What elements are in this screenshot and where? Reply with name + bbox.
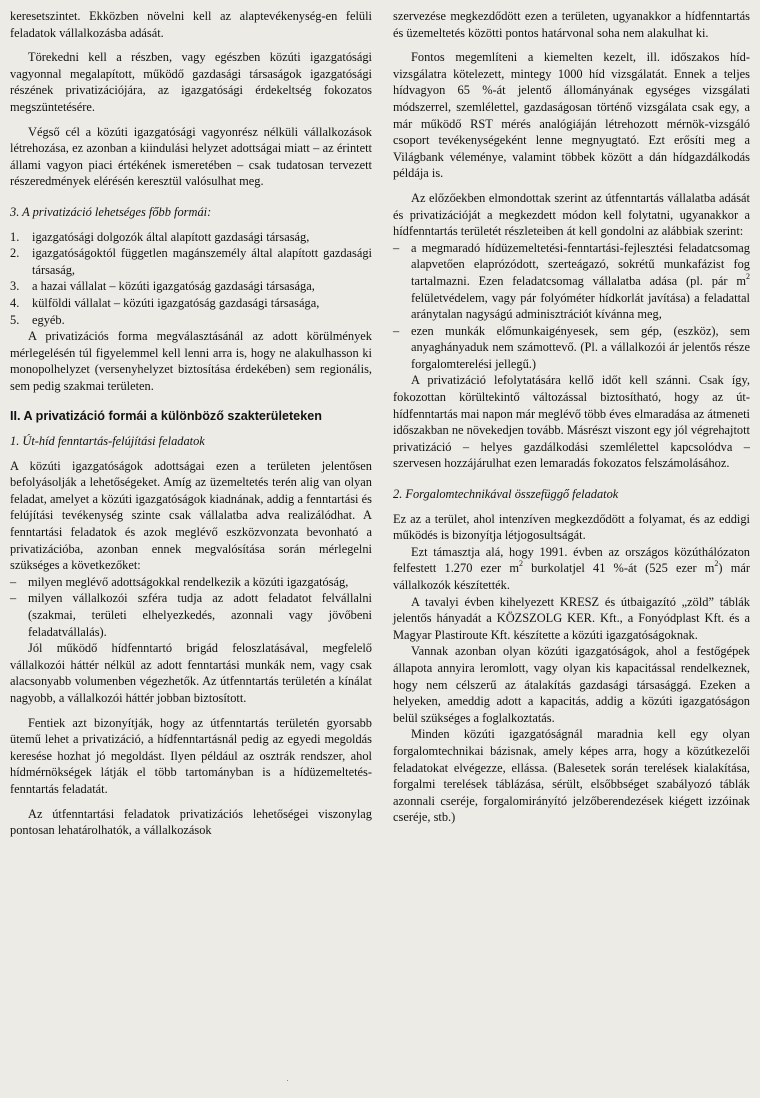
paragraph: Az előzőekben elmondottak szerint az útfenntartás vállalatba adását és privatizációját a megkezdett módon kell folytatni, ugyanakkor a hídfenntartás területét részleteiben át kell gondolni az alábbiak szerint: <box>393 190 750 239</box>
paragraph: Fentiek azt bizonyítják, hogy az útfenntartás területén gyorsabb ütemű lehet a privatizáció, a hídfenntartásnál pedig az egyedi megoldás keresése hozhat jó megoldást. Ilyen például az osztrák rendszer, ahol hídmérnökségek látják el több tartományban is a hídüzemeltetés-fenntartás feladatát. <box>10 715 372 796</box>
dash-item: – milyen meglévő adottságokkal rendelkezik a közúti igazgatóság, <box>10 574 349 589</box>
section-heading-3: 3. A privatizáció lehetséges főbb formái: <box>10 204 212 219</box>
paragraph: Ezt támasztja alá, hogy 1991. évben az országos közúthálózaton felfestett 1.270 ezer $m^2$ burkolatjel 41 %-át (525 ezer $m^2$) már vállalkozók készítették. <box>393 544 750 592</box>
left-column <box>10 8 372 839</box>
paragraph: szervezése megkezdődött ezen a területen, ugyanakkor a hídfenntartás és üzemeltetés közötti pontos határvonal soha nem alakulhat ki. <box>393 9 750 40</box>
section-heading-II: II. A privatizáció formái a különböző szakterületeken <box>10 409 322 424</box>
scan-speck <box>287 1080 288 1081</box>
subsection-heading-1: 1. Út-híd fenntartás-felújítási feladatok <box>10 434 205 449</box>
list-item: 4. külföldi vállalat – közúti igazgatóság gazdasági társasága, <box>10 295 320 310</box>
dash-item: – milyen vállalkozói szféra tudja az adott feladatot felvállalni (szakmai, területi elhelyezkedés, azonnali vagy jövőbeni feladatvállalás). <box>10 591 372 639</box>
paragraph: A privatizációs forma megválasztásánál az adott körülmények mérlegelésén túl figyelemmel kell lenni arra is, hogy ne alakulhasson ki monopolhelyzet (versenyhelyzet biztosítása érdekében) sem regionális, sem pedig szakmai területen. <box>10 329 372 393</box>
paragraph: Fontos megemlíteni a kiemelten kezelt, ill. időszakos híd-vizsgálatra kötelezett, mintegy 1000 híd vizsgálatát. Ennek a teljes hídvagyon 65 %-át jelentő állományának egységes vizsgálati módszerrel, szemlélettel, gazdaságosan történő vizsgálata csak egy, a már működő RST mérés analógiáján létrehozott mérnök-vizsgáló csoport tevékenységeként lenne megnyugtató. Ezt erősíti meg a Világbank véleménye, valamint többek között a dán hídgazdálkodás példája is. <box>393 50 750 181</box>
paragraph: keresetszintet. Ekközben növelni kell az alaptevékenység-en felüli feladatok vállalkozásba adását. <box>10 9 372 40</box>
paragraph: Vannak azonban olyan közúti igazgatóságok, ahol a festőgépek állapota annyira leromlott, vagy olyan kis kapacitással rendelkeznek, hogy nem célszerű az átalakítás gazdasági társasággá. Ezeken a helyeken, ameddig adott a kapacitás, addig a közúti igazgatóságon belül szükséges a foglalkoztatás. <box>393 644 750 725</box>
paragraph: Törekedni kell a részben, vagy egészben közúti igazgatósági vagyonnal megalapított, működő gazdasági társaságok igazgatósági részének privatizációjára, az igazgatósági érdekeltség fokozatos megszüntetésére. <box>10 50 372 114</box>
dash-item: – ezen munkák előmunkaigényesek, sem gép, (eszköz), sem anyaghányaduk nem számottevő. (Pl. a vállalkozói ár jelentős része forgalomterelési jellegű.) <box>393 323 750 371</box>
paragraph: A tavalyi évben kihelyezett KRESZ és útbaigazító „zöld” táblák jelentős hányadát a KÖZSZOLG KER. Kft., a Fonyódplast Kft. és a Magyar Plastiroute Kft. készítette a közúti igazgatóságoknak. <box>393 594 750 642</box>
numbered-list <box>10 229 372 329</box>
list-item: 2. igazgatóságoktól független magánszemély által alapított gazdasági társaság, <box>10 246 372 277</box>
paragraph: A privatizáció lefolytatására kellő időt kell szánni. Csak így, fokozottan körültekintő változással biztosítható, hogy az út-hídfenntartás mai napon már meglévő több éves elmaradása az átmeneti időszakban ne növekedjen tovább. Másrészt viszont egy jól végrehajtott privatizáció – helyes gazdálkodási szemlélettel kapcsolódva – szervesen hozzájárulhat ezen lemaradás fokozatos felszámolásához. <box>393 373 750 471</box>
paragraph: Jól működő hídfenntartó brigád feloszlatásával, megfelelő vállalkozói háttér nélkül az adott fenntartási munkák nem, vagy csak alacsonyabb volumenben végezhetők. Az útfenntartás területén a kínálat nagyobb, a vállalkozói háttér jobban biztosított. <box>10 641 372 705</box>
list-item: 1. igazgatósági dolgozók által alapított gazdasági társaság, <box>10 229 310 244</box>
subsection-heading-2: 2. Forgalomtechnikával összefüggő feladatok <box>393 487 619 502</box>
paragraph: Ez az a terület, ahol intenzíven megkezdődött a folyamat, és az eddigi működés is bizonyítja létjogosultságát. <box>393 511 750 543</box>
paragraph: Végső cél a közúti igazgatósági vagyonrész nélküli vállalkozások létrehozása, ez azonban a kiindulási helyzet adottságai miatt – az érintett állami vagyon piaci értékének ismeretében – csak tudatosan tervezett részeredmények elérésén keresztül valósulhat meg. <box>10 124 372 189</box>
paragraph: Minden közúti igazgatóságnál maradnia kell egy olyan forgalomtechnikai bázisnak, amely képes arra, hogy a közútkezelői feladatokat elvégezze, ellássa. (Balesetek során terelések kialakítása, forgalmi terelések táblázása, sérült, elsőbbséget szabályozó táblák azonnali cseréje, forgalomirányító jelzőberendezések kiégett izzóinak cseréje, stb.) <box>393 727 750 825</box>
paragraph: Az útfenntartási feladatok privatizációs lehetőségei viszonylag pontosan lehatárolhatók, a vállalkozások <box>10 806 372 838</box>
dash-item: – a megmaradó hídüzemeltetési-fenntartási-fejlesztési feladatcsomag alapvetően elaprózódott, szerteágazó, sokrétű munkafázist fog tartalmazni. Ezen feladatcsomag vállalatba adása (pl. pár $m^2$ felületvédelem, vagy pár folyóméter hídkorlát javítása) a feladattal aránytalan nagyságú adminisztrációt kívánna meg, <box>393 240 750 322</box>
paragraph: A közúti igazgatóságok adottságai ezen a területen jelentősen befolyásolják a lehetőségeket. Amíg az üzemeltetés terén alig van olyan feladat, amelyet a közúti igazgatóságok kiadnának, addig a fenntartási és felújítási tevékenység szinte csak vállalatba adva realizálódhat. A fenntartási feladatok és azok meglévő eszközvonzata bevonható a privatizációba, azonban ennek megvalósítása során mérlegelni szükséges a következőket: <box>10 458 372 573</box>
right-column <box>393 8 750 826</box>
list-item: 3. a hazai vállalat – közúti igazgatóság gazdasági társasága, <box>10 279 315 294</box>
list-item: 5. egyéb. <box>10 312 65 327</box>
